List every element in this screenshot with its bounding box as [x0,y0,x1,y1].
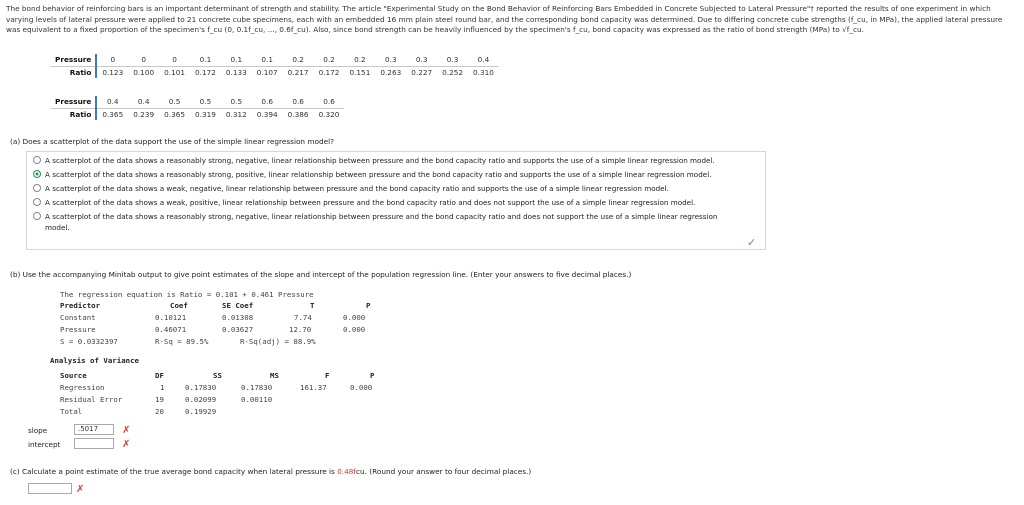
table-cell: 0.101 [164,67,185,77]
table-cell: 0.365 [164,109,185,119]
pressure-header: Pressure [50,96,96,108]
table-cell: 0.386 [287,109,309,119]
anova-df: 1 [160,383,165,392]
option-text: A scatterplot of the data shows a reasonably strong, positive, linear relationship between pressure and the bond capacity ratio and supports the use of a simple linear regression model. [45,170,712,179]
source-header: Source [60,371,87,380]
table-row [50,66,499,78]
point-estimate-input[interactable] [28,483,72,494]
option-1[interactable] [33,156,715,165]
question-text: (c) Calculate a point estimate of the true average bond capacity when lateral pressure is [10,467,338,476]
slope-label: slope [28,426,48,435]
s-stat: S = 0.0332397 [60,337,118,346]
ratio-header: Ratio [50,66,96,78]
table-cell: 0.2 [344,54,375,66]
table-cell: 0.5 [221,96,252,108]
intro-line-3: was equivalent to a fixed proportion of the specimen's f_cu (0, 0.1f_cu, ..., 0.6f_cu). Also, since bond strength can be heavily influenced by the specimen's f_cu, bond capacity was expressed as the ratio of bond strength (MPa) to √f_cu. [6,25,864,34]
table-cell: 0.394 [256,109,278,119]
table-cell: 0.365 [102,109,124,119]
option-4[interactable] [33,198,695,207]
option-text: A scatterplot of the data shows a weak, positive, linear relationship between pressure and the bond capacity ratio and does not support the use of a simple linear regression model. [45,198,696,207]
table-cell: 0.1 [190,54,221,66]
intercept-label: intercept [28,440,61,449]
regression-equation: The regression equation is Ratio = 0.101 + 0.461 Pressure [60,290,314,299]
part-a-question: (a) Does a scatterplot of the data support the use of the simple linear regression model? [10,137,334,146]
anova-f: 161.37 [300,383,327,392]
se-coef-header: SE Coef [222,301,254,310]
option-2[interactable] [33,170,711,179]
anova-source: Total [60,407,83,416]
f-header: F [325,371,330,380]
table-cell: 0.4 [128,96,159,108]
pressure-header: Pressure [50,54,96,66]
table-cell: 0.133 [225,67,247,77]
df-header: DF [155,371,164,380]
anova-p: 0.000 [350,383,373,392]
option-text: A scatterplot of the data shows a reasonably strong, negative, linear relationship between pressure and the bond capacity ratio and supports the use of a simple linear regression model. [45,156,715,165]
intercept-input[interactable] [74,438,114,449]
table-cell: 0.1 [221,54,252,66]
radio-button[interactable] [33,198,41,206]
table-cell: 0.6 [283,96,314,108]
t-value: 12.70 [289,325,312,334]
table-cell: 0.5 [159,96,190,108]
t-header: T [310,301,315,310]
highlight-value: 0.48f [337,467,357,476]
problem-intro [6,4,1018,36]
table-cell: 0.320 [318,109,340,119]
ss-header: SS [213,371,222,380]
predictor-name: Constant [60,313,96,322]
part-c-question [10,467,531,476]
data-table-1 [50,54,499,78]
anova-ss: 0.02099 [185,395,217,404]
table-cell: 0 [159,54,190,66]
table-cell: 0.1 [252,54,283,66]
part-a-options [26,151,766,250]
table-cell: 0.217 [287,67,309,77]
anova-title: Analysis of Variance [50,356,139,365]
option-text: A scatterplot of the data shows a weak, negative, linear relationship between pressure and the bond capacity ratio and supports the use of a simple linear regression model. [45,184,669,193]
table-cell: 0.100 [133,67,155,77]
coef-value: 0.46071 [155,325,187,334]
anova-source: Residual Error [60,395,123,404]
incorrect-x-icon: ✗ [122,425,131,436]
table-cell: 0.172 [318,67,340,77]
option-5-continued: model. [45,223,70,232]
table-cell: 0.239 [133,109,155,119]
predictor-name: Pressure [60,325,96,334]
anova-ms: 0.17830 [241,383,273,392]
option-3[interactable] [33,184,669,193]
r-sq-adj-stat: R-Sq(adj) = 88.9% [240,337,316,346]
radio-button[interactable] [33,156,41,164]
anova-ms: 0.00110 [241,395,273,404]
table-cell: 0.123 [102,67,124,77]
coef-value: 0.10121 [155,313,187,322]
table-cell: 0.4 [468,54,499,66]
table-cell: 0.3 [406,54,437,66]
option-text: A scatterplot of the data shows a reasonably strong, negative, linear relationship between pressure and the bond capacity ratio and does not support the use of a simple linear regression [45,212,718,221]
table-cell: 0.4 [96,96,128,108]
table-cell: 0.3 [437,54,468,66]
anova-ss: 0.19929 [185,407,217,416]
ratio-header: Ratio [50,108,96,120]
table-cell: 0 [96,54,128,66]
anova-source: Regression [60,383,105,392]
table-cell: 0.2 [314,54,345,66]
part-b-question: (b) Use the accompanying Minitab output to give point estimates of the slope and intercept of the population regression line. (Enter your answers to five decimal places.) [10,270,632,279]
table-cell: 0.310 [473,67,494,77]
ms-header: MS [270,371,279,380]
table-cell: 0.2 [283,54,314,66]
table-cell: 0.6 [252,96,283,108]
table-cell: 0.107 [256,67,278,77]
table-row [50,108,344,120]
incorrect-x-icon: ✗ [76,484,85,495]
t-value: 7.74 [294,313,312,322]
table-cell: 0.6 [314,96,345,108]
p-value: 0.000 [343,325,366,334]
table-cell: 0.172 [195,67,216,77]
se-coef-value: 0.03627 [222,325,254,334]
anova-df: 19 [155,395,164,404]
table-cell: 0.5 [190,96,221,108]
table-cell: 0 [128,54,159,66]
correct-check-icon: ✓ [747,236,757,249]
anova-ss: 0.17830 [185,383,217,392]
intro-line-2: varying levels of lateral pressure were applied to 21 concrete cube specimens, each with an embedded 16 mm plain steel round bar, and the corresponding bond capacity was determined. Due to differing concrete cube strengths (f_cu, in MPa), the applied lateral pressure [6,14,1003,24]
data-table-2 [50,96,344,120]
radio-button[interactable] [33,212,41,220]
se-coef-value: 0.01308 [222,313,254,322]
r-sq-stat: R-Sq = 89.5% [155,337,209,346]
question-text: cu. (Round your answer to four decimal places.) [356,467,532,476]
table-cell: 0.312 [225,109,247,119]
table-row [50,96,344,108]
table-cell: 0.263 [380,67,402,77]
table-cell: 0.252 [442,67,464,77]
table-cell: 0.3 [375,54,406,66]
table-cell: 0.227 [411,67,433,77]
radio-button-selected[interactable] [33,170,41,178]
option-5[interactable] [33,212,718,221]
incorrect-x-icon: ✗ [122,439,131,450]
table-cell: 0.319 [195,109,216,119]
slope-input[interactable]: .5017 [74,424,114,435]
p-header: P [366,301,371,310]
coef-header: Coef [170,301,188,310]
predictor-header: Predictor [60,301,101,310]
table-cell: 0.151 [349,67,371,77]
anova-df: 20 [155,407,164,416]
radio-button[interactable] [33,184,41,192]
table-row [50,54,499,66]
intro-line-1: The bond behavior of reinforcing bars is an important determinant of strength and stability. The article "Experimental Study on the Bond Behavior of Reinforcing Bars Embedded in Concrete Subjected to Lateral Pressure"† reported the results of one experiment in which [6,4,991,13]
p-header: P [370,371,375,380]
p-value: 0.000 [343,313,366,322]
